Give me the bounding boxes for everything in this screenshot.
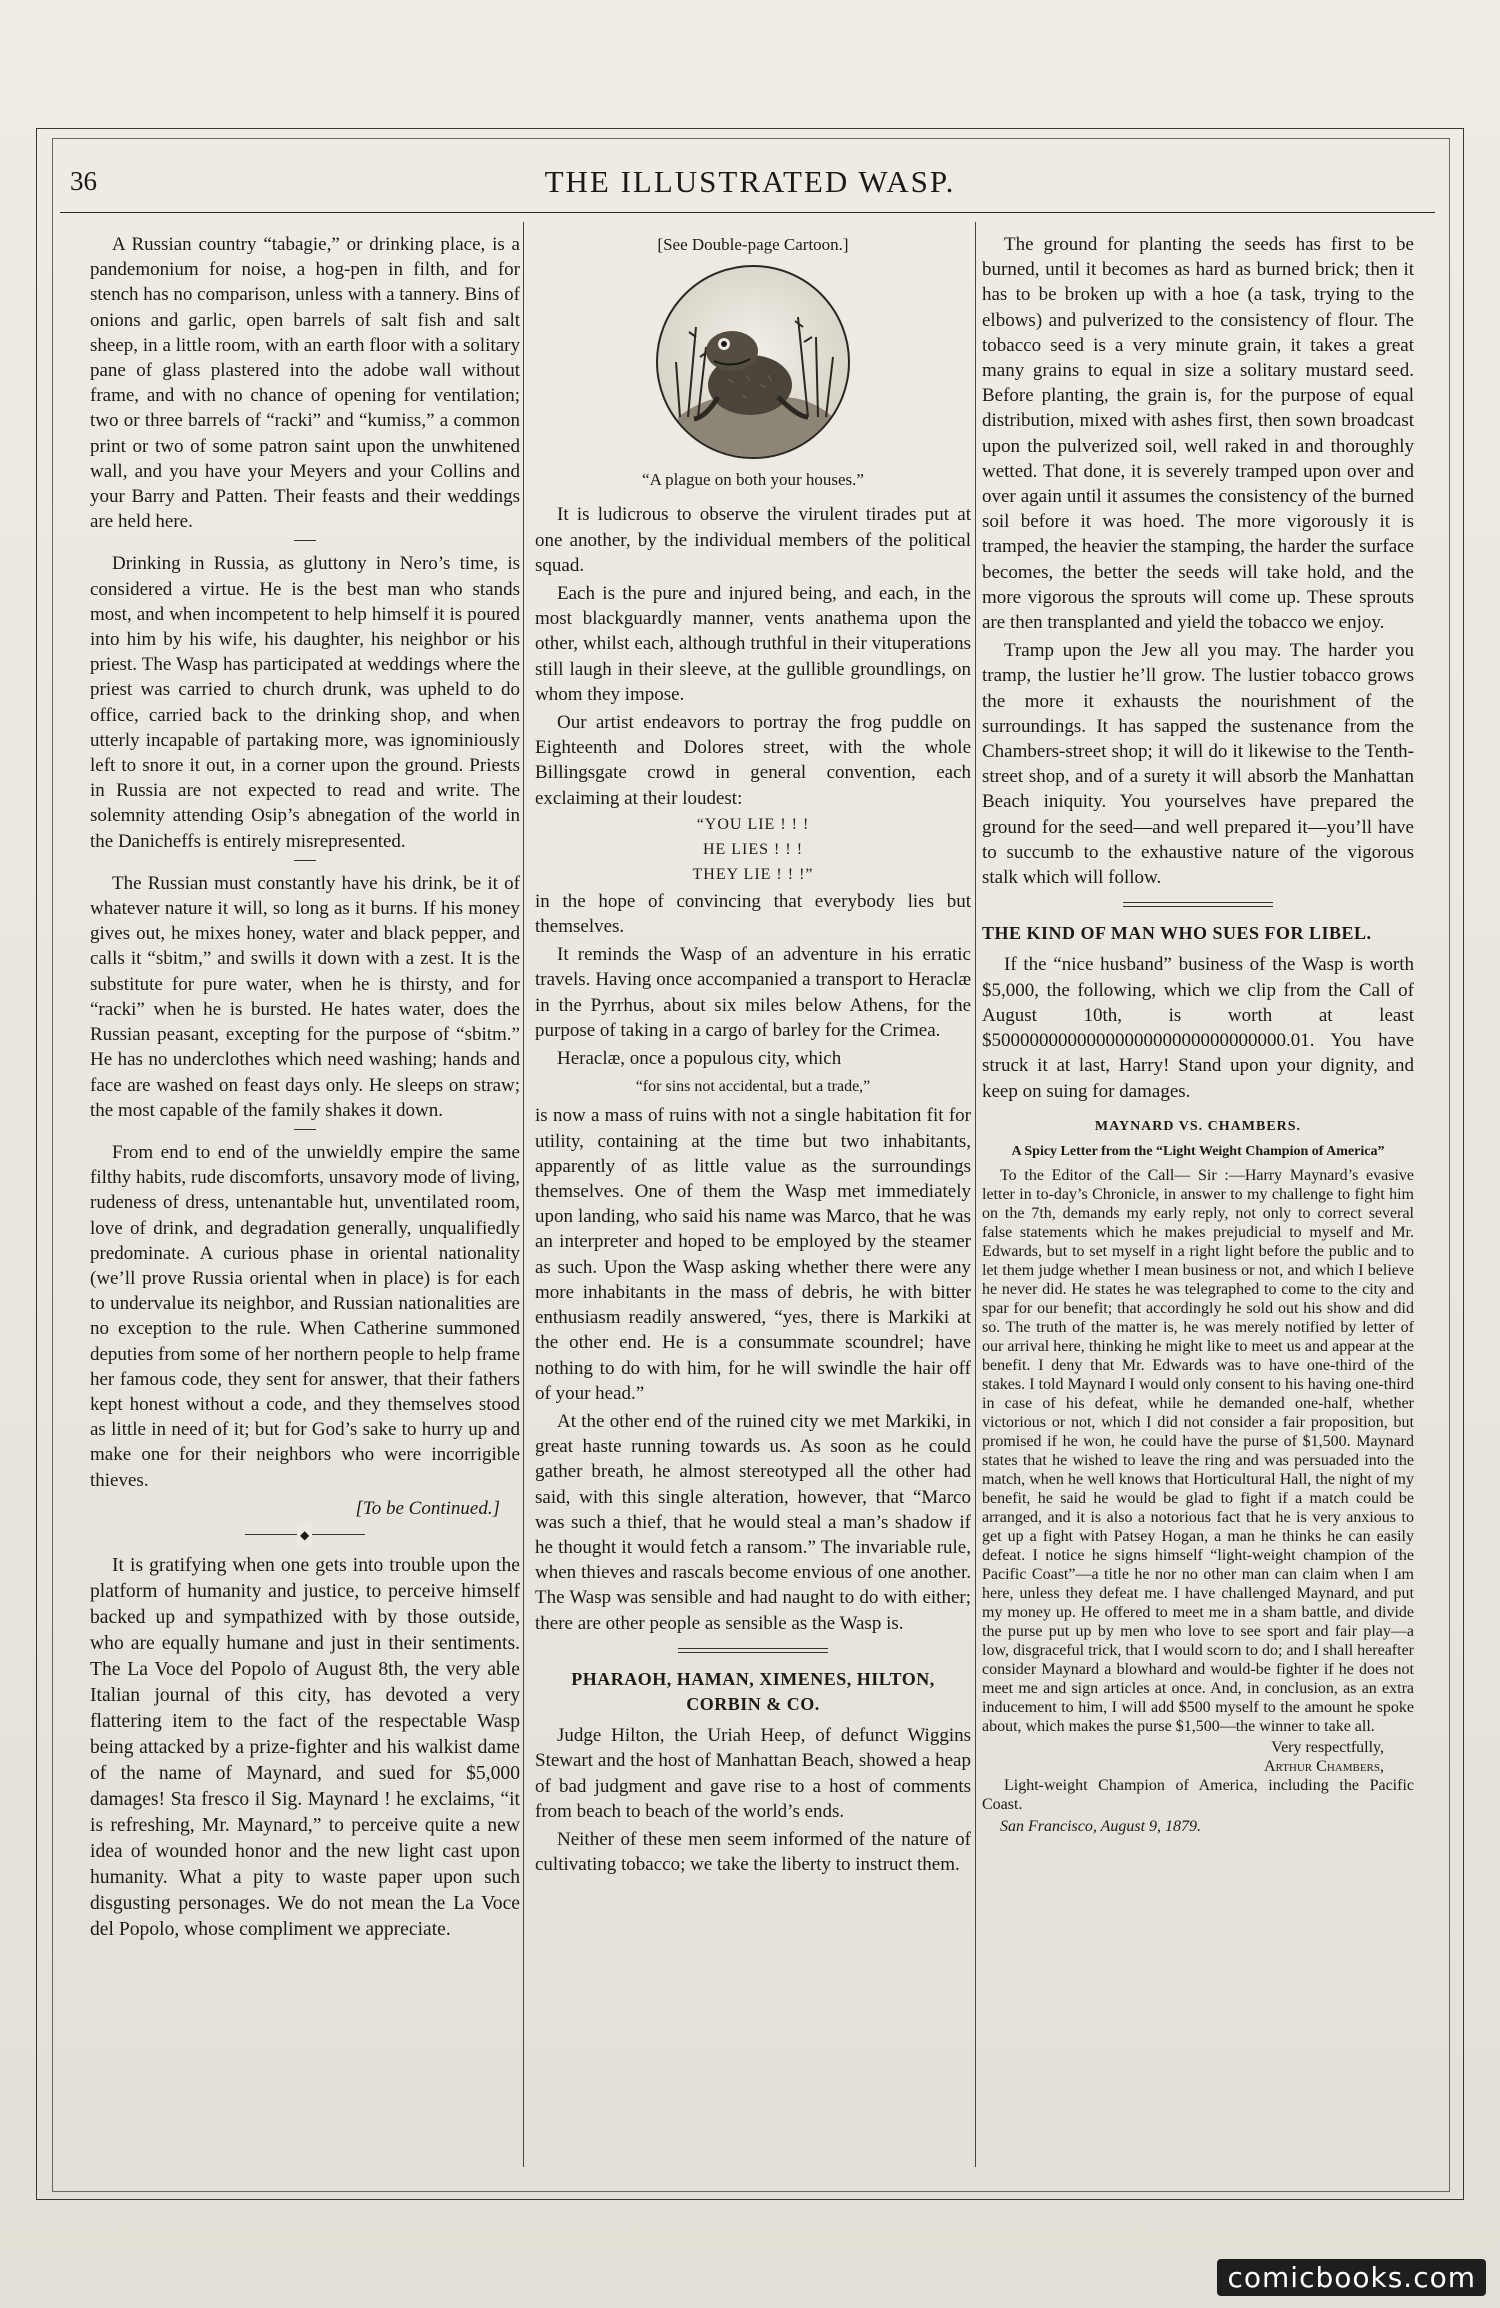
paragraph: It is ludicrous to observe the virulent tirades put at one another, by the individual members of the political squad.: [535, 504, 971, 576]
section-dash: [294, 860, 316, 861]
letter-text: To the Editor of the Call— Sir :—Harry Maynard’s evasive letter in to-day’s Chronicle, in answer to my challenge to fight him on the 7th, demands my early reply, not only to correct several false statements which he makes prejudicial to myself and Mr. Edwards, but to set myself in a right light before the public and to let them judge whether I mean business or not, and which I believe he never did. He states he was telegraphed to come to the city and spar for our benefit; that accordingly he sold out his show and did so. The truth of the matter is, he was merely notified by letter of our arrival here, thinking he might like to meet us and appear at the benefit. I deny that Mr. Edwards was to have one-third of the stakes. I told Maynard I would only consent to his having one-third in case of his defeat, while he demanded one-half, whether victorious or not, which I did not consider a fair proposition, but promised if he won, he could have the purse of $1,500. Maynard states that he wished to leave the ring and was persuaded into the match, when he well knows that Horticultural Hall, the night of my benefit, he said he would be glad to fight if a match could be arranged, and it is also a notorious fact that he is very anxious to get up a fight with Patsey Hogan, a man he thinks he can easily defeat. I notice he signs himself “light-weight champion of the Pacific Coast”—a title he nor no other man can claim when I am here, unless they defeat me. I have challenged Maynard, and put my money up. He offered to meet me in a sham battle, and divide the purse put up by men who love to see sport and fair play—a low, disgraceful trick, that I would scorn to do; and I shall hereafter consider Maynard a blowhard and would-be fighter if he does not meet me and sign articles at once. And, in conclusion, as an extra inducement to him, I will add $500 myself to the amount he spoke about, which makes the purse $1,500—the winner to take all.: [982, 1166, 1414, 1735]
letter-body: [982, 1166, 1414, 1736]
continued-note: [To be Continued.]: [355, 1497, 500, 1519]
chant-line: HE LIES ! ! !: [702, 840, 804, 858]
section-heading: PHARAOH, HAMAN, XIMENES, HILTON, CORBIN & CO.: [571, 1668, 935, 1714]
column-2: [535, 232, 971, 1880]
signer-title: Light-weight Champion of America, including the Pacific Coast.: [982, 1776, 1414, 1813]
site-watermark: comicbooks.com: [1217, 2259, 1486, 2296]
paragraph: is now a mass of ruins with not a single habitation fit for utility, containing at the time but two inhabitants, apparently of as little value as the surroundings themselves. One of them the Wasp met immediately upon landing, who said his name was Marco, that he was an interpreter and hoped to be employed by the steamer as such. Upon the Wasp asking whether there were any more inhabitants in the mass of debris, he with bitter enthusiasm readily answered, “yes, there is Markiki at the other end. He is a consummate scoundrel; have nothing to do with him, for he will swindle the hair off of your head.”: [535, 1105, 971, 1404]
letter-closing: Very respectfully,: [1271, 1738, 1384, 1756]
paragraph: Our artist endeavors to portray the frog puddle on Eighteenth and Dolores street, with the whole Billingsgate crowd in general convention, each exclaiming at their loudest:: [535, 712, 971, 809]
header-rule: [60, 212, 1435, 213]
paragraph: It is gratifying when one gets into trouble upon the platform of humanity and justice, to perceive himself backed up and sympathized with by those outside, who are equally humane and just in their sentiments. The La Voce del Popolo of August 8th, the very able Italian journal of this city, has devoted a very flattering item to the fact of the respectable Wasp being attacked by a prize-fighter and his walkist dame of the name of Maynard, and sued for $5,000 damages! Sta fresco il Sig. Maynard ! he exclaims, “it is refreshing, Mr. Maynard,” to perceive quite a new idea of wounded honor and the new light cast upon humanity. What a pity to waste paper upon such disgusting personages. We do not mean the La Voce del Popolo, whose compliment we appreciate.: [90, 1554, 520, 1940]
paragraph: Tramp upon the Jew all you may. The harder you tramp, the lustier he’ll grow. The lustier tobacco grows the more it exhausts the nourishment of the surroundings. It has sapped the sustenance from the Chambers-street shop; it will do it likewise to the Tenth-street shop, and of a surety it will absorb the Manhattan Beach iniquity. You yourselves have prepared the ground for the seed—and well prepared it—you’ll have to succumb to the exhaustive nature of the vigorous stalk which will follow.: [982, 640, 1414, 889]
column-3: [982, 232, 1414, 1839]
double-rule: [678, 1648, 828, 1653]
running-header: [60, 158, 1440, 208]
dateline: San Francisco, August 9, 1879.: [1000, 1817, 1202, 1835]
paragraph: From end to end of the unwieldly empire the same filthy habits, rude discomforts, unsavory mode of living, rudeness of dress, untenantable hut, unventilated room, love of drink, and degradation generally, unqualifiedly predominate. A curious phase in oriental nationality (we’ll prove Russia oriental when in place) is for each to undervalue its neighbor, and Russian nationalities are no exception to the rule. When Catherine summoned deputies from some of her northern people to help frame her famous code, they sent for answer, that their fathers kept honest without a code, and they themselves stood as little in need of it; but for God’s sake to hurry up and make one for their neighbors who were incorrigible thieves.: [90, 1141, 520, 1491]
section-dash: [294, 1129, 316, 1130]
column-divider: [523, 222, 524, 2167]
double-rule: [1123, 902, 1273, 907]
paragraph: A Russian country “tabagie,” or drinking place, is a pandemonium for noise, a hog-pen in filth, and for stench has no comparison, unless with a tannery. Bins of onions and garlic, open barrels of salt fish and salt sheep, in a little room, with an earth floor with a solitary pane of glass plastered into the adobe wall without frame, and with no chance of opening for ventilation; two or three barrels of “racki” and “kumiss,” a common print or two of some patron saint upon the unwhitened wall, and you have your Meyers and your Collins and your Barry and Patten. Their feasts and their weddings are held here.: [90, 234, 520, 533]
section-heading: THE KIND OF MAN WHO SUES FOR LIBEL.: [982, 923, 1372, 944]
column-1: [90, 232, 520, 1946]
chant-line: “YOU LIE ! ! !: [696, 815, 810, 833]
section-dash: [294, 540, 316, 541]
paragraph: Drinking in Russia, as gluttony in Nero’s time, is considered a virtue. He is the best man who stands most, and when incompetent to help himself it is poured into him by his wife, his daughter, his neighbor or his priest. The Wasp has participated at weddings where the priest was carried to church drunk, was upheld to do office, carried back to the drinking shop, and when utterly incapable of partaking more, was ignominiously left to snore it out, in a corner upon the ground. Priests in Russia are not expected to read and write. The solemnity attending Osip’s abnegation of the world in the Danicheffs is entirely misrepresented.: [90, 553, 520, 852]
paragraph: in the hope of convincing that everybody lies but themselves.: [535, 890, 971, 938]
chant-line: THEY LIE ! ! !”: [692, 865, 814, 883]
ornament-separator: [245, 1531, 365, 1539]
paragraph: The ground for planting the seeds has first to be burned, until it becomes as hard as burned brick; then it has to be broken up with a hoe (a task, trying to the elbows) and pulverized to the consistency of flour. The tobacco seed is a very minute grain, it takes a great many grains to equal in size a solitary mustard seed. Before planting, the grain is, for the purpose of equal distribution, mixed with ashes first, then sown broadcast upon the pulverized soil, well raked in and thoroughly wetted. That done, it is severely tramped upon over and over again until it assumes the consistency of the burned soil before it was hoed. The more vigorously it is tramped, the heavier the stamping, the harder the surface becomes, the better the seeds will take hold, and the more vigorous the sprouts will come up. These sprouts are then transplanted and yield the tobacco we enjoy.: [982, 234, 1414, 634]
paragraph: Each is the pure and injured being, and each, in the most blackguardly manner, vents anathema upon the other, whilst each, although truthful in their vituperations still laugh in their sleeve, at the gullible groundlings, on whom they impose.: [535, 583, 971, 705]
paragraph: Neither of these men seem informed of the nature of cultivating tobacco; we take the liberty to instruct them.: [535, 1828, 971, 1876]
publication-title: THE ILLUSTRATED WASP.: [544, 164, 956, 199]
cartoon-reference: [See Double-page Cartoon.]: [657, 235, 849, 254]
page-number: 36: [70, 166, 97, 196]
paragraph: Heraclæ, once a populous city, which: [557, 1048, 842, 1070]
frog-illustration: [658, 267, 848, 457]
paragraph: At the other end of the ruined city we met Markiki, in great haste running towards us. As soon as he could gather breath, he almost stereotyped all the other had said, with this single alteration, however, that “Marco was such a thief, that he would steal a man’s shadow if he thought it would fetch a ransom.” The invariable rule, when thieves and rascals become envious of one another. The Wasp was sensible and had naught to do with either; there are other people as sensible as the Wasp is.: [535, 1410, 971, 1634]
article-subheading: A Spicy Letter from the “Light Weight Champion of America”: [1011, 1143, 1385, 1159]
article-heading: MAYNARD VS. CHAMBERS.: [1094, 1118, 1302, 1134]
column-divider: [975, 222, 976, 2167]
paragraph: It reminds the Wasp of an adventure in his erratic travels. Having once accompanied a transport to Heraclæ in the Pyrrhus, about six miles below Athens, for the purpose of taking in a cargo of barley for the Crimea.: [535, 944, 971, 1041]
paragraph: If the “nice husband” business of the Wasp is worth $5,000, the following, which we clip from the Call of August 10th, is worth at least $5000000000000000000000000000000.01. You have struck it at last, Harry! Stand upon your dignity, and keep on suing for damages.: [982, 954, 1414, 1102]
quotation: “for sins not accidental, but a trade,”: [635, 1078, 871, 1096]
frog-vignette-image: [656, 265, 850, 459]
letter-signer: Arthur Chambers,: [1263, 1757, 1384, 1775]
paragraph: The Russian must constantly have his drink, be it of whatever nature it will, so long as it burns. If his money gives out, he mixes honey, water and black pepper, and calls it “sbitm,” and swills it down with a zest. It is the substitute for pure water, when he is thirsty, and for “racki” when he is bursted. He hates water, does the Russian peasant, excepting for the purpose of “sbitm.” He has no underclothes which need washing; hands and face are washed on feast days only. He sleeps on straw; the most capable of the family shakes it down.: [90, 872, 520, 1121]
cartoon-caption: “A plague on both your houses.”: [642, 470, 864, 490]
paragraph: Judge Hilton, the Uriah Heep, of defunct Wiggins Stewart and the host of Manhattan Beach, showed a heap of bad judgment and gave rise to a host of comments from beach to beach of the world’s ends.: [535, 1725, 971, 1822]
